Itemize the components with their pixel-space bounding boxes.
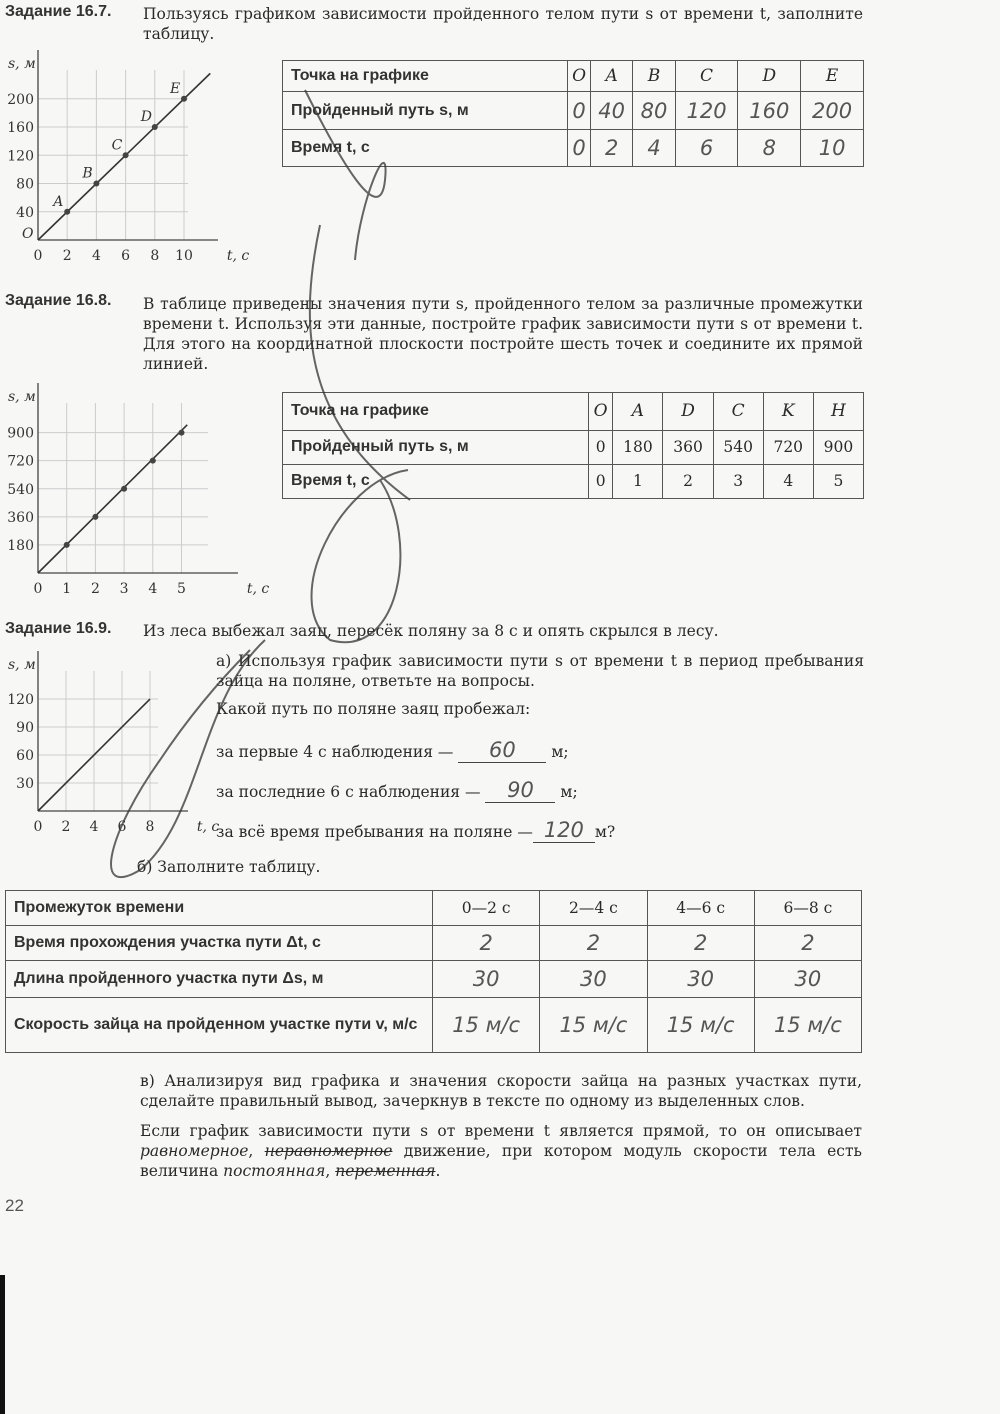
y-axis-label: s, м <box>8 389 36 405</box>
row-header: Пройденный путь s, м <box>283 92 568 129</box>
cell: 180 <box>613 430 663 464</box>
x-tick-label: 10 <box>175 248 193 264</box>
cell: H <box>813 393 863 431</box>
part-c-text: в) Анализируя вид графика и значения скорости зайца на разных участках пути, сделайте правильный вывод, зачеркнув в тексте по одному из выделенных слов. <box>140 1072 862 1110</box>
cell: 0 <box>588 430 612 464</box>
y-tick-label: 900 <box>7 425 34 442</box>
cell: 720 <box>763 430 813 464</box>
x-tick-label: 1 <box>62 581 72 597</box>
x-tick-label: 5 <box>177 581 186 597</box>
x-tick-label: 6 <box>121 248 131 264</box>
row-header: Скорость зайца на пройденном участке пути v, м/с <box>6 998 433 1053</box>
y-tick-label: 30 <box>16 776 34 793</box>
task-16-8-label: Задание 16.8. <box>5 292 112 309</box>
handwritten-cell: 30 <box>754 961 861 998</box>
answer-field[interactable]: 90 <box>485 778 555 803</box>
handwritten-cell: 30 <box>433 961 540 998</box>
cell: 0—2 с <box>433 891 540 926</box>
point-label: D <box>140 109 153 126</box>
task-16-8-text: В таблице приведены значения пути s, пройденного телом за различные промежутки времени t. Используя эти данные, постройте график зависимости пути s от времени t. Для этого на координатной плоскости постройте шесть точек и соедините их прямой линией. <box>143 295 863 373</box>
cell: D <box>738 61 801 92</box>
x-tick-label: 4 <box>148 581 158 597</box>
question-text: за последние 6 с наблюдения — <box>216 783 481 801</box>
handwritten-cell: 160 <box>738 92 801 129</box>
handwritten-cell: 2 <box>754 926 861 961</box>
x-axis-label: t, c <box>246 581 270 597</box>
y-tick-label: 120 <box>7 148 34 165</box>
page-number: 22 <box>5 1196 24 1215</box>
task-16-9-text: Из леса выбежал заяц, пересёк поляну за 8 с и опять скрылся в лесу. <box>143 622 719 640</box>
point-label: B <box>82 165 93 182</box>
handwritten-cell: 0 <box>568 92 591 129</box>
cell: 540 <box>713 430 763 464</box>
cell: A <box>590 61 632 92</box>
cell: E <box>801 61 864 92</box>
cell: 1 <box>613 464 663 498</box>
cell: B <box>633 61 675 92</box>
y-tick-label: 360 <box>7 509 34 526</box>
handwritten-cell: 30 <box>540 961 647 998</box>
cell: 4—6 с <box>647 891 754 926</box>
handwritten-cell: 15 м/с <box>540 998 647 1053</box>
unit: м; <box>560 783 578 801</box>
y-tick-label: 80 <box>16 176 34 193</box>
handwritten-cell: 2 <box>540 926 647 961</box>
y-tick-label: 60 <box>16 748 34 765</box>
point-label: A <box>53 193 64 210</box>
x-tick-label: 0 <box>33 581 43 597</box>
cell: 0 <box>588 464 612 498</box>
x-tick-label: 3 <box>119 581 129 597</box>
handwritten-cell: 8 <box>738 129 801 166</box>
word-option-struck[interactable]: переменная <box>335 1162 436 1180</box>
cell: A <box>613 393 663 431</box>
part-b-text: б) Заполните таблицу. <box>137 858 321 876</box>
conclusion-paragraph: Если график зависимости пути s от времени t является прямой, то он описывает равномерное, неравномерное движение, при котором модуль скорости тела есть величина постоянная, переменная. <box>140 1122 862 1180</box>
handwritten-cell: 120 <box>675 92 738 129</box>
handwritten-cell: 10 <box>801 129 864 166</box>
answer-field[interactable]: 60 <box>458 738 546 763</box>
handwritten-cell: 0 <box>568 129 591 166</box>
y-tick-label: 720 <box>7 453 34 470</box>
cell: O <box>568 61 591 92</box>
row-header: Время t, с <box>283 464 589 498</box>
question-text: за всё время пребывания на поляне — <box>216 823 533 841</box>
y-axis-label: s, м <box>8 56 36 72</box>
cell: 3 <box>713 464 763 498</box>
x-tick-label: 8 <box>150 248 160 264</box>
cell: K <box>763 393 813 431</box>
handwritten-cell: 15 м/с <box>433 998 540 1053</box>
x-tick-label: 6 <box>117 819 127 835</box>
handwritten-cell: 6 <box>675 129 738 166</box>
answer-field[interactable]: 120 <box>533 818 595 843</box>
y-tick-label: 180 <box>7 537 34 554</box>
cell: 4 <box>763 464 813 498</box>
task-16-9-label: Задание 16.9. <box>5 620 112 637</box>
y-tick-label: 200 <box>7 91 34 108</box>
cell: 900 <box>813 430 863 464</box>
y-axis-label: s, м <box>8 657 36 673</box>
scan-edge <box>0 1275 5 1414</box>
x-tick-label: 2 <box>61 819 71 835</box>
y-tick-label: 90 <box>16 720 34 737</box>
cell: 5 <box>813 464 863 498</box>
handwritten-cell: 4 <box>633 129 675 166</box>
origin-label: O <box>22 226 34 242</box>
word-option[interactable]: равномерное <box>140 1142 249 1160</box>
x-tick-label: 4 <box>91 248 101 264</box>
unit: м? <box>594 823 616 841</box>
row-header: Точка на графике <box>283 393 589 431</box>
handwritten-cell: 2 <box>647 926 754 961</box>
task-16-7-label: Задание 16.7. <box>5 3 112 20</box>
word-option-struck[interactable]: неравномерное <box>264 1142 393 1160</box>
question-intro: Какой путь по поляне заяц пробежал: <box>216 700 531 718</box>
part-a-text: а) Используя график зависимости пути s от времени t в период пребывания зайца на поляне, ответьте на вопросы. <box>216 652 864 690</box>
word-option[interactable]: постоянная <box>223 1162 326 1180</box>
x-axis-label: t, c <box>196 819 220 835</box>
y-tick-label: 40 <box>16 204 34 221</box>
x-tick-label: 0 <box>33 819 43 835</box>
point-label: C <box>111 137 123 154</box>
x-tick-label: 2 <box>62 248 72 264</box>
handwritten-cell: 200 <box>801 92 864 129</box>
point-label: E <box>170 80 181 97</box>
cell: O <box>588 393 612 431</box>
row-header: Время t, с <box>283 129 568 166</box>
cell: 6—8 с <box>754 891 861 926</box>
row-header: Промежуток времени <box>6 891 433 926</box>
y-tick-label: 120 <box>7 692 34 709</box>
cell: 2 <box>663 464 713 498</box>
row-header: Время прохождения участка пути Δt, с <box>6 926 433 961</box>
handwritten-cell: 15 м/с <box>754 998 861 1053</box>
handwritten-cell: 2 <box>433 926 540 961</box>
y-tick-label: 160 <box>7 120 34 137</box>
handwritten-cell: 15 м/с <box>647 998 754 1053</box>
cell: 2—4 с <box>540 891 647 926</box>
cell: C <box>713 393 763 431</box>
x-axis-label: t, c <box>226 248 250 264</box>
handwritten-cell: 30 <box>647 961 754 998</box>
handwritten-cell: 40 <box>590 92 632 129</box>
x-tick-label: 4 <box>89 819 99 835</box>
x-tick-label: 0 <box>33 248 43 264</box>
handwritten-cell: 2 <box>590 129 632 166</box>
unit: м; <box>551 743 569 761</box>
row-header: Длина пройденного участка пути Δs, м <box>6 961 433 998</box>
x-tick-label: 2 <box>90 581 100 597</box>
cell: 360 <box>663 430 713 464</box>
y-tick-label: 540 <box>7 481 34 498</box>
task-16-7-text: Пользуясь графиком зависимости пройденного телом пути s от времени t, заполните таблицу. <box>143 5 863 43</box>
cell: D <box>663 393 713 431</box>
handwritten-cell: 80 <box>633 92 675 129</box>
row-header: Точка на графике <box>283 61 568 92</box>
row-header: Пройденный путь s, м <box>283 430 589 464</box>
cell: C <box>675 61 738 92</box>
x-tick-label: 8 <box>145 819 155 835</box>
question-text: за первые 4 с наблюдения — <box>216 743 454 761</box>
